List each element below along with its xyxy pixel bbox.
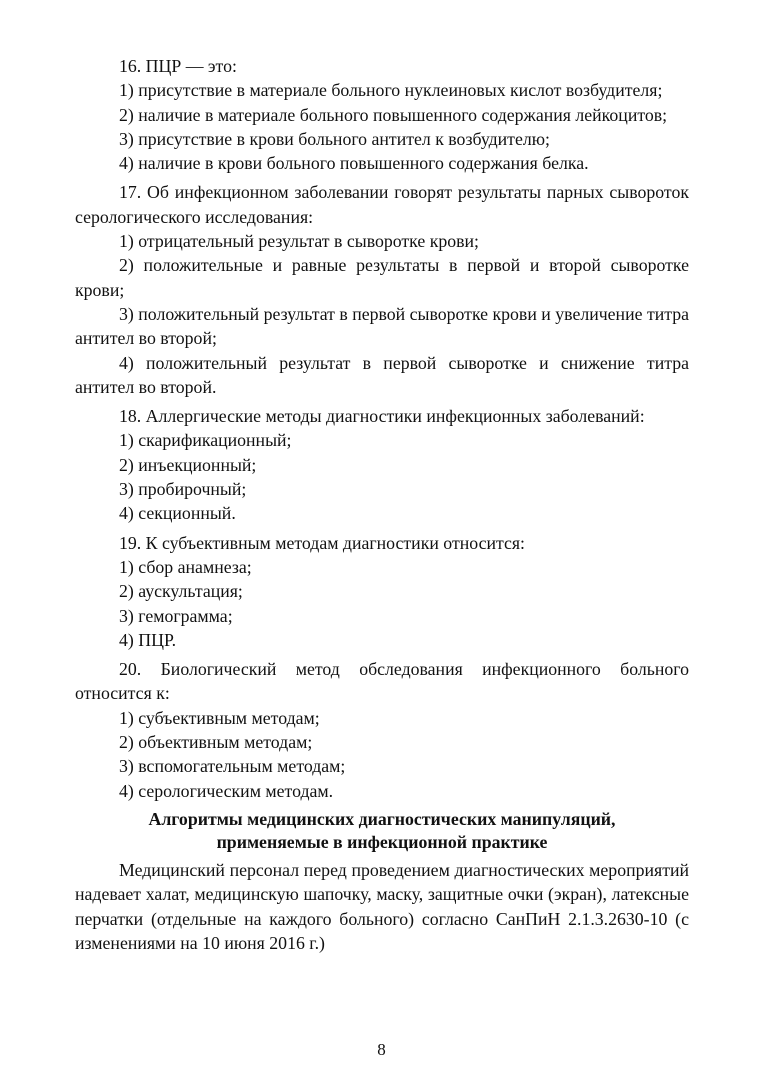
- answer-option: 2) инъекционный;: [119, 454, 257, 475]
- question-17: [75, 180, 689, 399]
- answer-option: 1) сбор анамнеза;: [119, 556, 252, 577]
- question-stem: 17. Об инфекционном заболевании говорят результаты парных сывороток серологического исследования:: [75, 182, 689, 227]
- question-19: [75, 531, 689, 652]
- question-20: [75, 657, 689, 803]
- question-18: [75, 404, 689, 525]
- answer-option: 1) скарификационный;: [119, 430, 292, 451]
- question-stem: 18. Аллергические методы диагностики инфекционных заболеваний:: [119, 406, 645, 427]
- answer-option: 3) положительный результат в первой сыворотке крови и увеличение титра антител во второй;: [75, 303, 689, 349]
- question-stem: 19. К субъективным методам диагностики относится:: [119, 532, 525, 553]
- answer-option: 4) положительный результат в первой сыворотке и снижение титра антител во второй.: [75, 352, 689, 397]
- answer-option: 1) присутствие в материале больного нуклеиновых кислот возбудителя;: [119, 80, 663, 101]
- answer-option: 3) вспомогательным методам;: [119, 756, 346, 777]
- page-number: 8: [377, 1040, 386, 1059]
- answer-option: 3) пробирочный;: [119, 479, 247, 500]
- answer-option: 3) присутствие в крови больного антител к возбудителю;: [119, 128, 550, 149]
- section-heading-line: Алгоритмы медицинских диагностических манипуляций,: [148, 808, 616, 829]
- answer-option: 4) секционный.: [119, 503, 236, 524]
- question-16: [75, 54, 689, 175]
- section-heading-line: применяемые в инфекционной практике: [216, 831, 548, 852]
- answer-option: 2) аускультация;: [119, 581, 243, 602]
- document-page: [75, 54, 689, 955]
- answer-option: 4) серологическим методам.: [119, 780, 334, 801]
- answer-option: 2) наличие в материале больного повышенного содержания лейкоцитов;: [119, 104, 668, 125]
- answer-option: 1) отрицательный результат в сыворотке крови;: [119, 231, 479, 252]
- question-stem: 20. Биологический метод обследования инфекционного больного относится к:: [75, 659, 689, 704]
- answer-option: 2) положительные и равные результаты в первой и второй сыворотке крови;: [75, 255, 689, 300]
- question-stem: 16. ПЦР — это:: [119, 56, 237, 76]
- answer-option: 2) объективным методам;: [119, 732, 313, 753]
- answer-option: 1) субъективным методам;: [119, 707, 320, 728]
- answer-option: 3) гемограмма;: [119, 605, 233, 626]
- section-paragraph: Медицинский персонал перед проведением диагностических мероприятий надевает халат, медицинскую шапочку, маску, защитные очки (экран), латексные перчатки (отдельные на каждого больного) согласно СанПиН 2.1.3.2630-10 (с изменениями на 10 июня 2016 г.): [75, 859, 689, 953]
- answer-option: 4) наличие в крови больного повышенного содержания белка.: [119, 153, 589, 174]
- section-heading: [75, 808, 689, 854]
- answer-option: 4) ПЦР.: [119, 629, 177, 650]
